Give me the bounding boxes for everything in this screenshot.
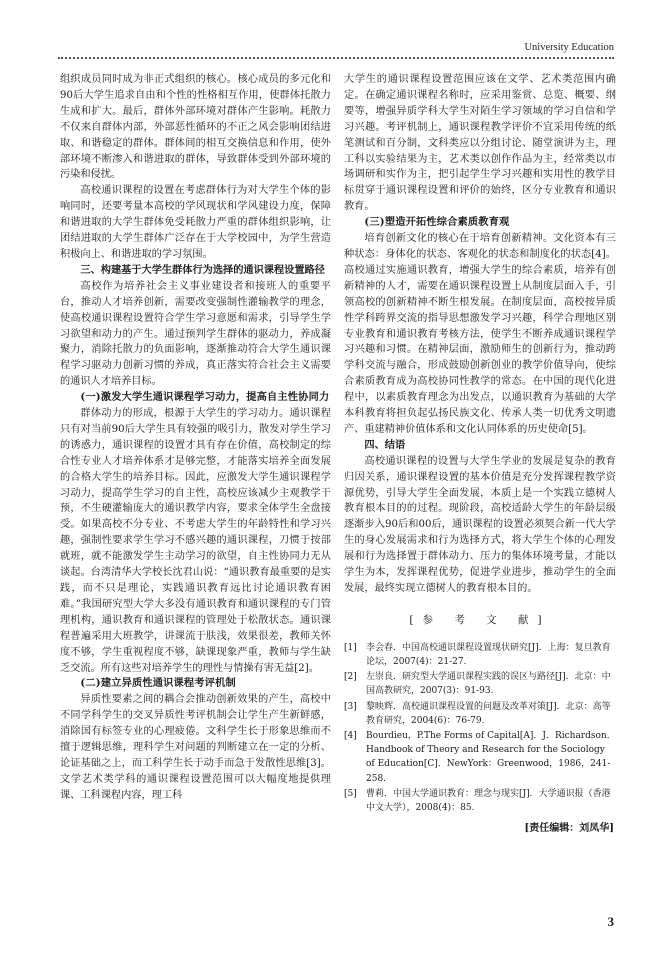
page-number: 3 — [607, 914, 614, 929]
reference-text: Bourdieu，P.The Forms of Capital[A]．J．Richardson．Handbook of Theory and Research for the Sociology of Education[C]．NewYork：Greenwood，1986，241-258. — [366, 731, 616, 784]
responsible-editor: [责任编辑：刘凤华] — [524, 823, 614, 835]
references-list — [344, 641, 616, 815]
paragraph: 培育创新文化的核心在于培育创新精神。文化资本有三种状态：身体化的状态、客观化的状态和制度化的状态[4]。高校通过实施通识教育，增强大学生的综合素质，培养有创新精神的人才，需要在通识课程设置上从制度层面入手，引领高校的创新精神不断生根发展。在制度层面，高校按异质性学科跨界交流的指导思想激发学习兴趣，科学合理地区别专业教育和通识教育考核方法，使学生不断养成通识课程学习兴趣和习惯。在精神层面，激励师生的创新行为，推动跨学科交流与融合，形成鼓励创新创业的教学价值导向，使综合素质教育成为高校协同性教学的常态。在中国的现代化进程中，以素质教育理念为出发点，以通识教育为基础的大学本科教育将担负起弘扬民族文化、传承人类一切优秀文明遗产、重建精神价值体系和文化认同体系的历史使命[5]。 — [344, 233, 616, 435]
paragraph: 高校作为培养社会主义事业建设者和接班人的重要平台，推动人才培养创新，需要改变强制性灌输教学的理念，使高校通识课程设置符合学生学习意愿和需求，引导学生学习欲望和动力的产生。通过预判学生群体的驱动力，养成凝聚力，消除托散力的负面影响，逐渐推动符合大学生通识课程学习驱动力创新习惯的养成，真正落实符合社会主义需要的通识人才培养目标。 — [60, 280, 331, 388]
references-title: [参 考 文 献] — [409, 613, 551, 626]
reference-text: 曹莉．中国大学通识教育：理念与现实[J]．大学通识报（香港中文大学），2008(4)：85. — [366, 788, 611, 814]
right-column — [344, 72, 616, 837]
section-heading: (二)建立异质性通识课程考评机制 — [80, 677, 236, 690]
paragraph: 高校通识课程的设置在考虑群体行为对大学生个体的影响同时，还要考量本高校的学风现状和学风建设力度，保障和谐进取的大学生群体免受耗散力严重的群体组织影响，让团结进取的大学生群体广泛存在于大学校园中，为学生营造积极向上、和谐进取的学习氛围。 — [60, 185, 331, 260]
reference-text: 黎映辉．高校通识课程设置的问题及改革对策[J]．北京：高等教育研究，2004(6)：76-79. — [366, 701, 611, 726]
reference-item — [344, 729, 616, 786]
left-column — [60, 72, 331, 804]
reference-number: [3] — [344, 701, 357, 712]
reference-item — [344, 670, 616, 698]
right-column-body — [344, 72, 616, 597]
reference-item — [344, 787, 616, 815]
reference-item — [344, 700, 616, 728]
reference-text: 李会春．中国高校通识课程设置现状研究[J]．上海：复旦教育论坛，2007(4)：21-27. — [366, 642, 611, 668]
paragraph: 组织成员同时成为非正式组织的核心。核心成员的多元化和90后大学生追求自由和个性的性格相互作用，使群体托散力生成和扩大。最后，群体外部环境对群体产生影响。耗散力不仅来自群体内部，外部恶性循环的不正之风会影响团结进取、和谐稳定的群体。群体间的相互交换信息和作用，使外部环境不断渗入和谐进取的群体，导致群体受到外部环境的污染和侵扰。 — [60, 74, 331, 181]
section-heading: (三)塑造开拓性综合素质教育观 — [364, 216, 510, 229]
reference-item — [344, 641, 616, 669]
header-rule — [58, 57, 614, 59]
reference-number: [5] — [344, 788, 357, 799]
paragraph: 大学生的通识课程设置范围应该在文学、艺术类范围内确定。在确定通识课程名称时，应采用鉴赏、总览、概要、纲要等，增强异质学科大学生对陌生学习领域的学习自信和学习兴趣。考评机制上，通识课程教学评价不宜采用传统的纸笔测试和百分制，文科类应以分组讨论、随堂演讲为主，理工科以实验结果为主，艺术类以创作作品为主，经常类以市场调研和实作为主，把引起学生学习兴趣和实用性的教学目标贯穿于通识课程设置和评价的始终，区分专业教育和通识教育。 — [344, 74, 616, 213]
section-heading: (一)激发大学生通识课程学习动力，提高自主性协同力 — [80, 391, 330, 404]
section-heading: 三、构建基于大学生群体行为选择的通识课程设置路径 — [80, 264, 325, 276]
reference-number: [4] — [344, 731, 357, 742]
paragraph: 群体动力的形成，根源于大学生的学习动力。通识课程只有对当前90后大学生具有较强的吸引力，散发对学生学习的诱惑力，通识课程的设置才具有存在价值，高校制定的综合性专业人才培养体系才是够完整，才能落实培养全面发展的合格大学生的培养目标。因此，应激发大学生通识课程学习动力，提高学生学习的自主性，高校应该减少主观教学干预，不生硬灌输庞大的通识教学内容，要求全体学生全盘接受。如果高校不分专业、不考虑大学生的年龄特性和学习兴趣，强制性要求学生学习不感兴趣的通识课程，刀惯于按部就班，就不能激发学生主动学习的欲望，自主性协同力无从谈起。台湾清华大学校长沈君山说：“通识教育最重要的是实践，而不只是理论，实践通识教育远比讨论通识教育困难。”我国研究型大学大多没有通识教育和通识课程的专门管理机构，通识教育和通识课程的管理处于松散状态。通识课程普遍采用大班教学，讲课流于肤浅，效果很差，教师关怀度不够，学生重视程度不够，缺课现象严重，教师与学生缺乏交流。所有这些对培养学生的理性与情操有害无益[2]。 — [60, 408, 331, 674]
paragraph: 异质性要素之间的耦合会推动创新效果的产生，高校中不同学科学生的交叉异质性考评机制会让学生产生新鲜感，消除国有标签专业的心理疲倦。文科学生长于形象思维而不擅于逻辑思维，理科学生对问题的判断建立在一定的分析、论证基础之上，而工科学生长于动手而急于发散性思维[3]。文学艺术类学科的通识课程设置范围可以大幅度地提供理课、工科课程内容，理工科 — [60, 694, 331, 801]
reference-number: [2] — [344, 672, 357, 683]
reference-text: 左崇良．研究型大学通识课程实践的误区与路径[J]．北京：中国高教研究，2007(3)：91-93. — [366, 672, 611, 697]
reference-number: [1] — [344, 642, 357, 653]
section-heading: 四、结语 — [364, 439, 406, 451]
journal-name: University Education — [524, 42, 614, 53]
paragraph: 高校通识课程的设置与大学生学业的发展是复杂的教育归因关系，通识课程设置的基本价值是充分发挥课程教学资源优势，引导大学生全面发展，本质上是一个实践立德树人教育根本目的的过程。现阶段，高校适龄大学生的年龄层级逐渐步入90后和00后，通识课程的设置必须契合新一代大学生的身心发展需求和行为选择方式，将大学生个体的心理发展和行为选择置于群体动力、压力的集体环境考量，才能以学生为本，发挥课程优势，促进学业进步，推动学生的全面发展，最终实现立德树人的教育根本目的。 — [344, 455, 616, 594]
